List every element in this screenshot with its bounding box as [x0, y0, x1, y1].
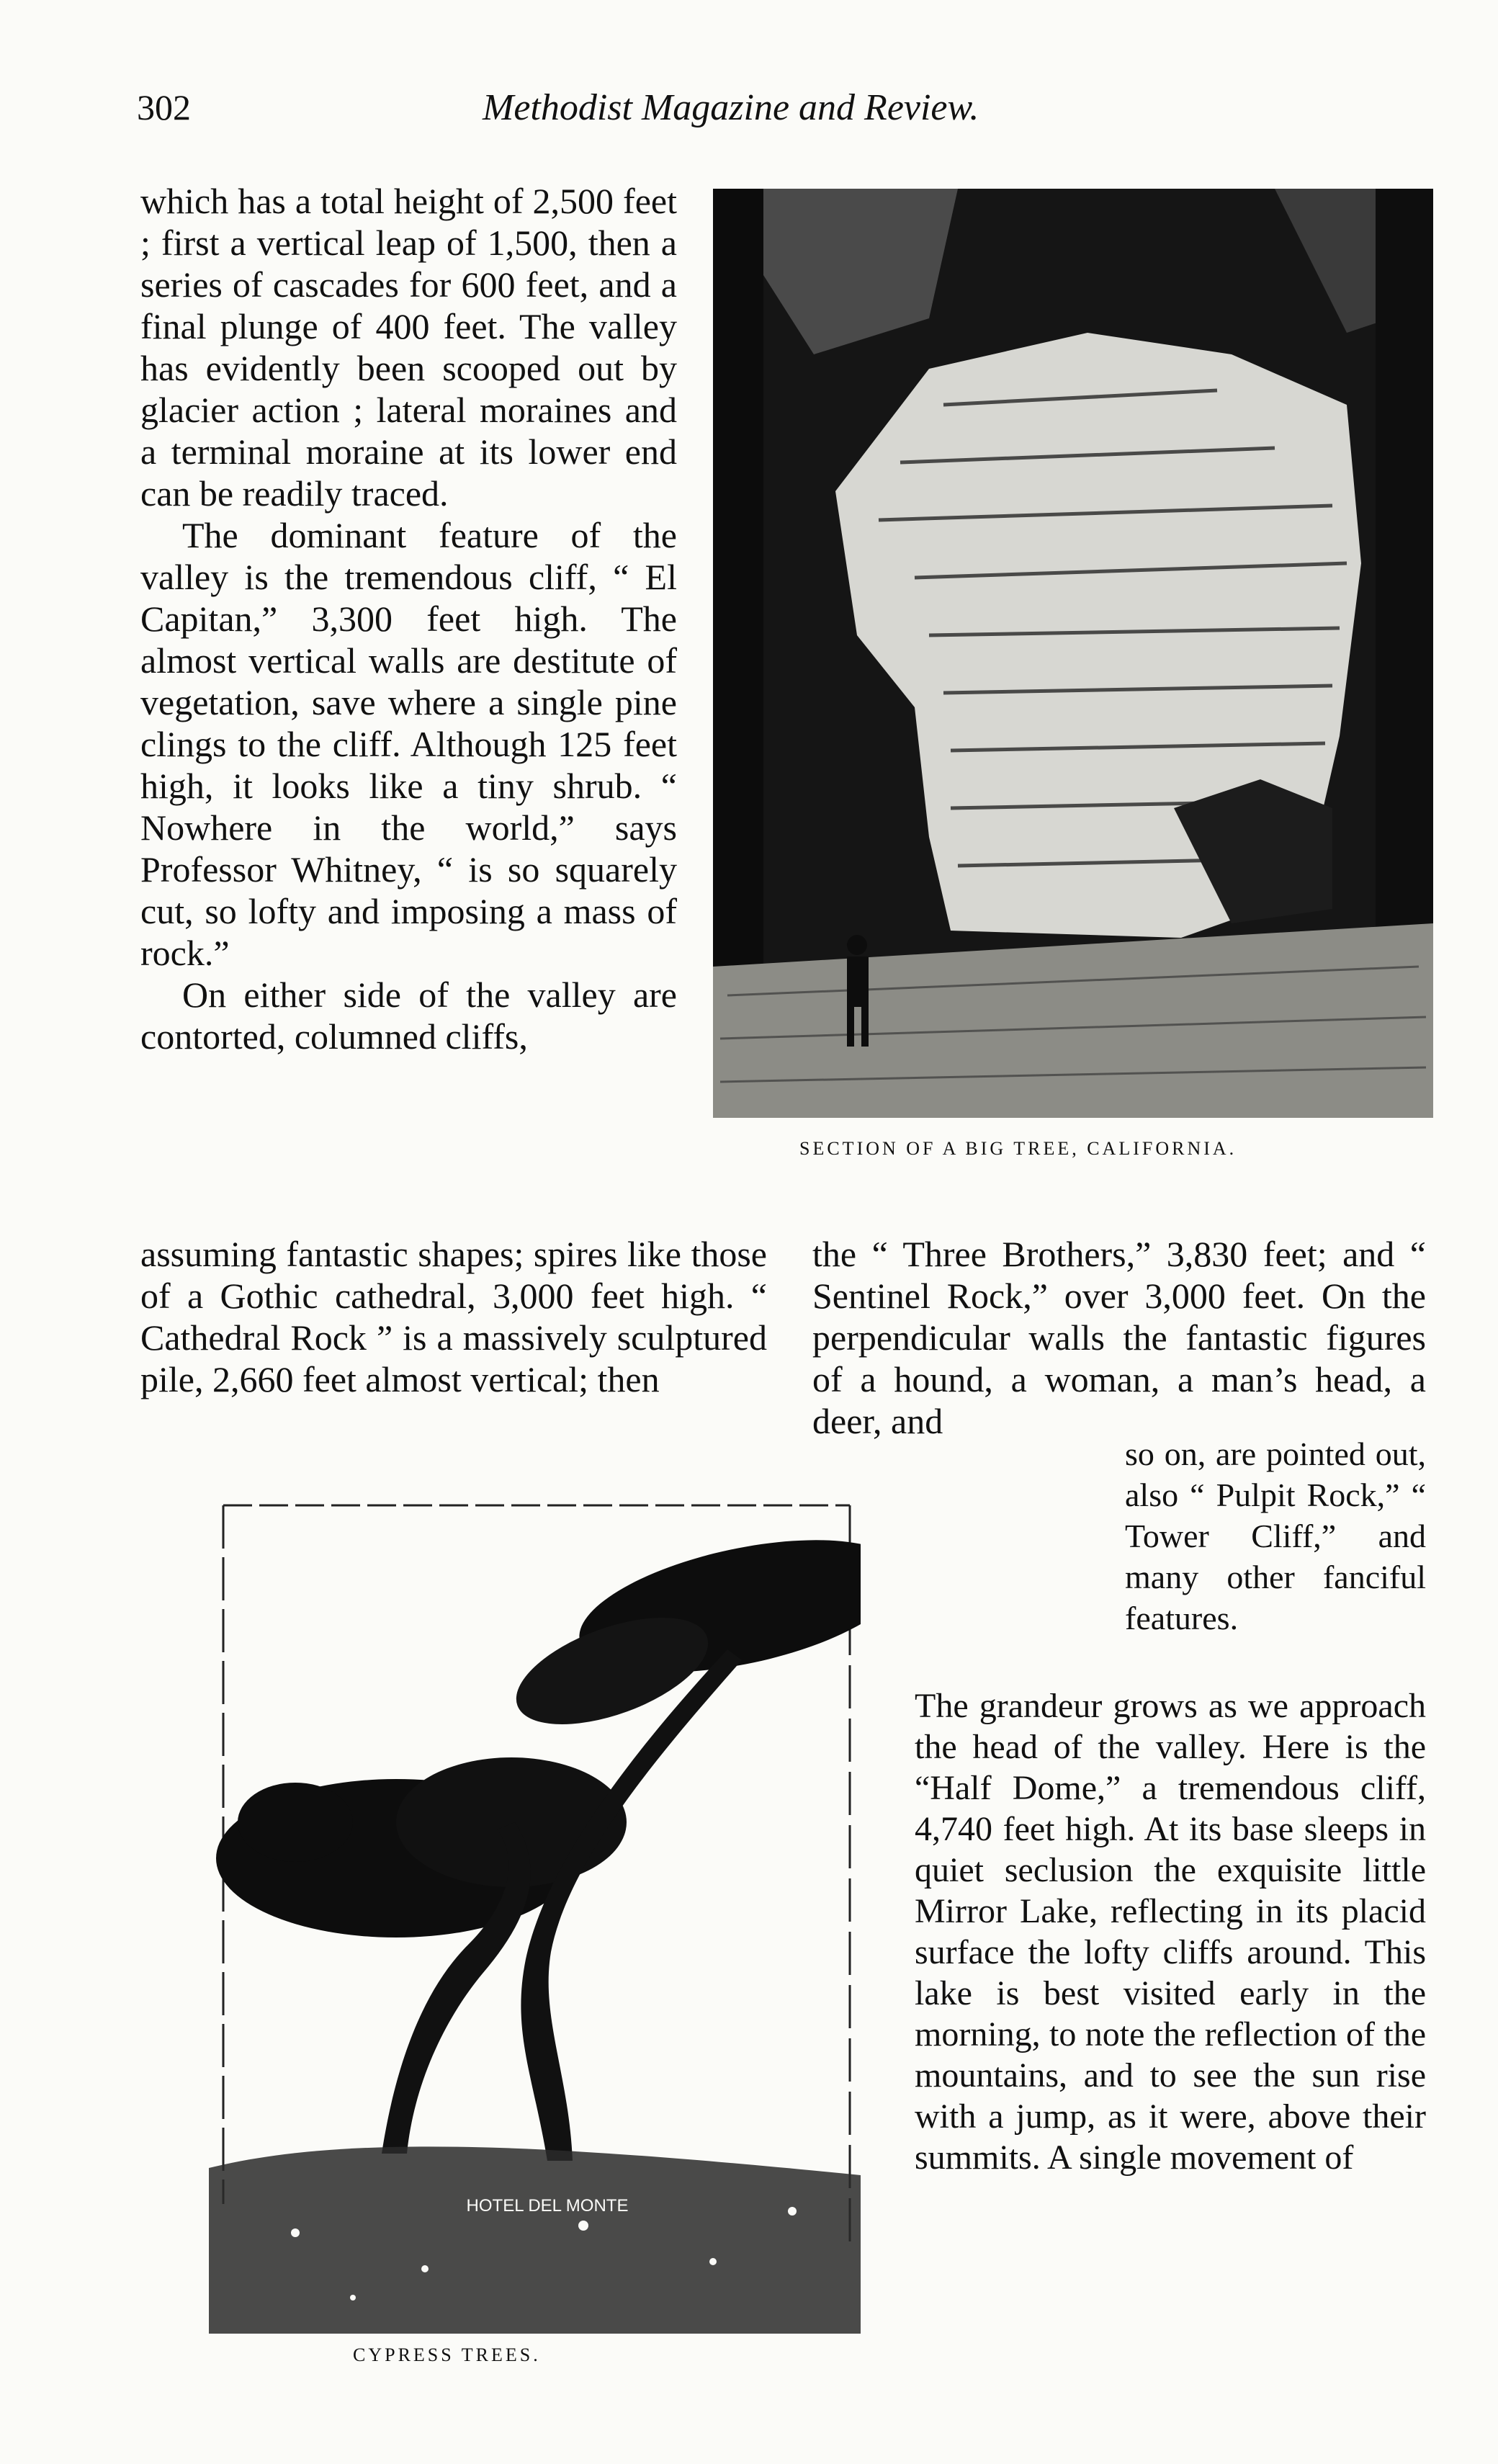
paragraph: which has a total height of 2,500 feet ; first a vertical leap of 1,500, then a series of cascades for 600 feet, and a final plunge of 400 feet. The valley has evidently been scooped out by glacier action ; lateral moraines and a terminal moraine at its lower end can be readily traced. [140, 181, 677, 514]
page-header [137, 86, 1433, 137]
page-number: 302 [137, 87, 191, 127]
right-column-narrow-text: so on, are pointed out, also “ Pulpit Rock,” “ Tower Cliff,” and many other fanciful features. [1125, 1435, 1426, 1636]
cypress-trees-illustration [209, 1484, 861, 2334]
left-column-top-text [140, 180, 677, 1057]
running-title: Methodist Magazine and Review. [483, 87, 979, 128]
right-column-lower-text: The grandeur grows as we approach the head of the valley. Here is the “Half Dome,” a tremendous cliff, 4,740 feet high. At its base sleeps in quiet seclusion the exquisite little Mirror Lake, reflecting in its placid surface the lofty cliffs around. This lake is best visited early in the morning, to note the reflection of the mountains, and to see the sun rise with a jump, as it were, above their summits. A single movement of [915, 1687, 1426, 2177]
right-column-middle-text: the “ Three Brothers,” 3,830 feet; and “ Sentinel Rock,” over 3,000 feet. On the perpendicular walls the fantastic figures of a hound, a woman, a man’s head, a deer, and [812, 1234, 1426, 1441]
cypress-trees-caption: CYPRESS TREES. [353, 2344, 541, 2365]
paragraph: On either side of the valley are contorted, columned cliffs, [140, 975, 677, 1057]
paragraph: The dominant feature of the valley is the tremendous cliff, “ El Capitan,” 3,300 feet high. The almost vertical walls are destitute of vegetation, save where a single pine clings to the cliff. Although 125 feet high, it looks like a tiny shrub. “ Nowhere in the world,” says Professor Whitney, “ is so squarely cut, so lofty and imposing a mass of rock.” [140, 515, 677, 973]
hotel-del-monte-inscription: HOTEL DEL MONTE [466, 2196, 629, 2216]
big-tree-illustration [713, 189, 1433, 1118]
cypress-trees-engraving [209, 1484, 861, 2334]
big-tree-engraving [713, 189, 1433, 1118]
left-column-wide-text: assuming fantastic shapes; spires like those of a Gothic cathedral, 3,000 feet high. “ Cathedral Rock ” is a massively sculptured pile, 2,660 feet almost vertical; then [140, 1234, 767, 1399]
big-tree-caption: SECTION OF A BIG TREE, CALIFORNIA. [799, 1138, 1237, 1159]
